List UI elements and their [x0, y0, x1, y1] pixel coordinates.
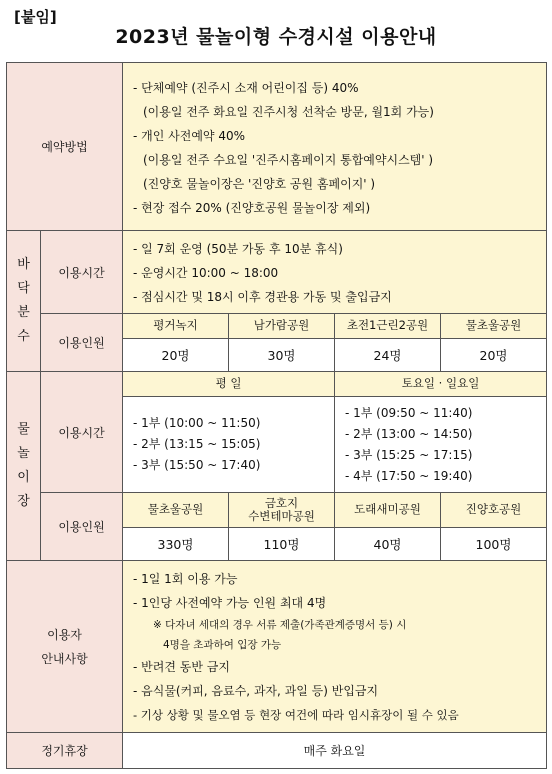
floor-venue: 초전1근린2공원 — [335, 314, 441, 339]
weekday-times — [123, 397, 335, 493]
floor-count: 30명 — [229, 339, 335, 372]
weekday-header: 평 일 — [123, 372, 335, 397]
weekend-times — [335, 397, 547, 493]
notes-content — [123, 561, 547, 733]
reservation-content — [123, 63, 547, 231]
floor-count: 20명 — [123, 339, 229, 372]
weekday-time-line: - 2부 (13:15 ~ 15:05) — [133, 437, 261, 451]
reservation-line: - 현장 접수 20% (진양호공원 물놀이장 제외) — [133, 200, 371, 215]
closed-value: 매주 화요일 — [123, 733, 547, 769]
reservation-line: (진양호 물놀이장은 '진양호 공원 홈페이지' ) — [143, 176, 376, 191]
floor-time-line: - 점심시간 및 18시 이후 경관용 가동 및 출입금지 — [133, 290, 392, 304]
notes-line: 4명을 초과하여 입장 가능 — [163, 638, 282, 651]
water-time-label: 이용시간 — [41, 372, 123, 493]
info-table — [6, 62, 547, 769]
weekend-header: 토요일 · 일요일 — [335, 372, 547, 397]
water-capacity-label: 이용인원 — [41, 493, 123, 561]
floor-fountain-label: 바 닥 분 수 — [7, 231, 41, 372]
water-count: 100명 — [441, 528, 547, 561]
page-title: 2023년 물놀이형 수경시설 이용안내 — [115, 26, 437, 48]
reservation-label: 예약방법 — [7, 63, 123, 231]
notes-line: - 음식물(커피, 음료수, 과자, 과일 등) 반입금지 — [133, 683, 379, 698]
water-venue: 물초울공원 — [123, 493, 229, 528]
reservation-line: (이용일 전주 수요일 '진주시홈페이지 통합예약시스템' ) — [143, 152, 434, 167]
water-count: 110명 — [229, 528, 335, 561]
floor-capacity-label: 이용인원 — [41, 314, 123, 372]
weekend-time-line: - 4부 (17:50 ~ 19:40) — [345, 468, 473, 483]
reservation-line: - 단체예약 (진주시 소재 어린이집 등) 40% — [133, 80, 359, 95]
attachment-label: [붙임] — [14, 8, 57, 26]
floor-time-content — [123, 231, 547, 314]
water-play-label: 물 놀 이 장 — [7, 372, 41, 561]
floor-venue: 물초울공원 — [441, 314, 547, 339]
weekday-time-line: - 3부 (15:50 ~ 17:40) — [133, 458, 261, 472]
notes-line: - 반려견 동반 금지 — [133, 659, 230, 674]
floor-time-line: - 일 7회 운영 (50분 가동 후 10분 휴식) — [133, 242, 343, 256]
floor-time-label: 이용시간 — [41, 231, 123, 314]
weekend-time-line: - 2부 (13:00 ~ 14:50) — [345, 426, 473, 441]
water-count: 40명 — [335, 528, 441, 561]
water-count: 330명 — [123, 528, 229, 561]
floor-count: 24명 — [335, 339, 441, 372]
reservation-line: - 개인 사전예약 40% — [133, 128, 245, 143]
weekend-time-line: - 3부 (15:25 ~ 17:15) — [345, 447, 473, 462]
notes-label — [7, 561, 123, 733]
floor-count: 20명 — [441, 339, 547, 372]
notes-label-line: 안내사항 — [41, 651, 88, 666]
floor-time-line: - 운영시간 10:00 ~ 18:00 — [133, 266, 279, 280]
notes-line: - 1일 1회 이용 가능 — [133, 571, 238, 586]
notes-line: - 기상 상황 및 물오염 등 현장 여건에 따라 임시휴장이 될 수 있음 — [133, 707, 459, 722]
water-venue: 도래새미공원 — [335, 493, 441, 528]
closed-label: 정기휴장 — [7, 733, 123, 769]
notes-label-line: 이용자 — [47, 627, 82, 642]
reservation-line: (이용일 전주 화요일 진주시청 선착순 방문, 월1회 가능) — [143, 104, 434, 119]
water-venue: 금호지 수변테마공원 — [229, 493, 335, 528]
notes-line: - 1인당 사전예약 가능 인원 최대 4명 — [133, 595, 327, 610]
weekday-time-line: - 1부 (10:00 ~ 11:50) — [133, 416, 261, 430]
water-venue: 진양호공원 — [441, 493, 547, 528]
floor-venue: 남가람공원 — [229, 314, 335, 339]
weekend-time-line: - 1부 (09:50 ~ 11:40) — [345, 405, 473, 420]
floor-venue: 평거녹지 — [123, 314, 229, 339]
notes-line: ※ 다자녀 세대의 경우 서류 제출(가족관계증명서 등) 시 — [153, 618, 407, 631]
